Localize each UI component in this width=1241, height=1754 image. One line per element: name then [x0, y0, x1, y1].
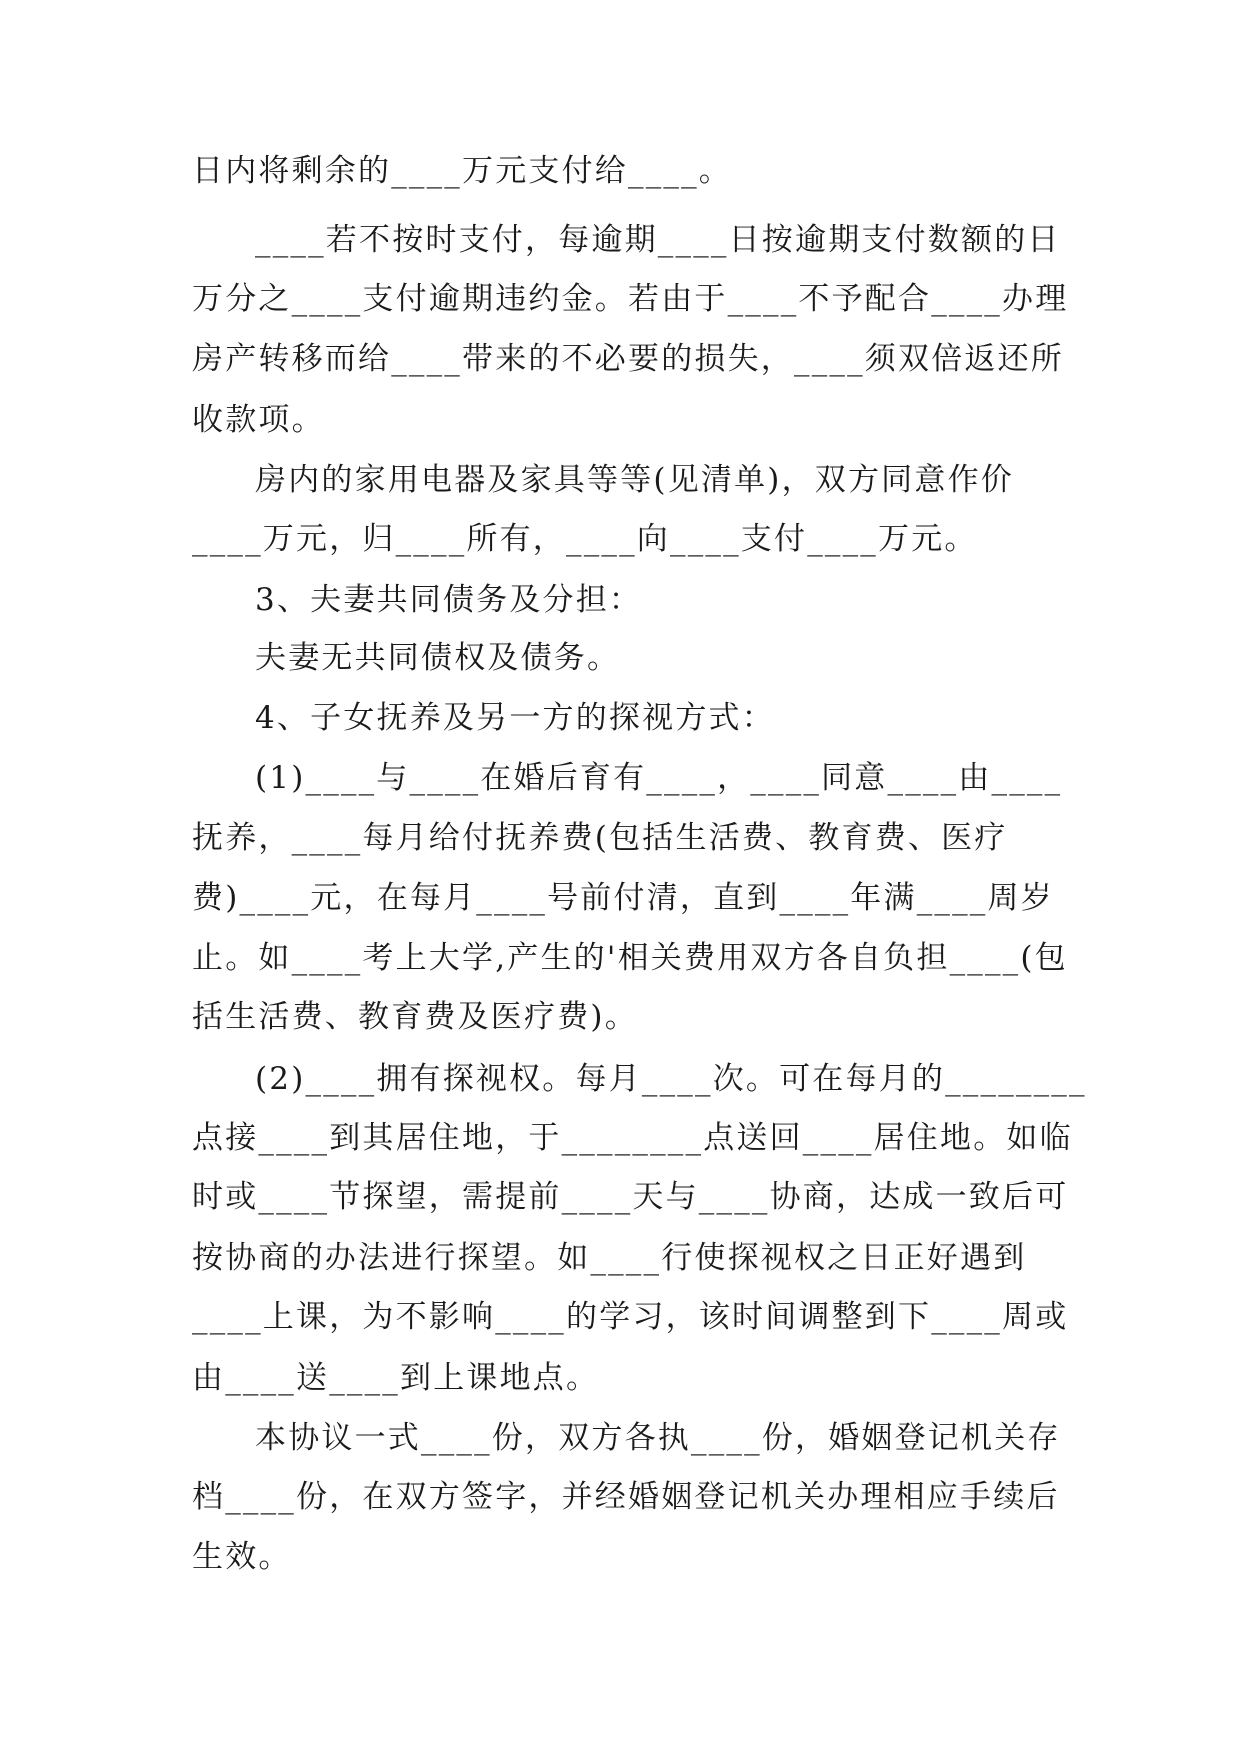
- text-line: 按协商的办法进行探望。如____行使探视权之日正好遇到: [192, 1240, 1027, 1276]
- text-line: 档____份，在双方签字，并经婚姻登记机关办理相应手续后: [192, 1479, 1060, 1515]
- text-line: 夫妻无共同债权及债务。: [255, 640, 621, 676]
- text-line: (1)____与____在婚后育有____，____同意____由____: [255, 760, 1063, 796]
- text-line: 日内将剩余的____万元支付给____。: [192, 153, 732, 189]
- text-line: 止。如____考上大学,产生的'相关费用双方各自负担____(包: [192, 940, 1068, 976]
- text-line: 由____送____到上课地点。: [192, 1360, 600, 1396]
- text-line: 时或____节探望，需提前____天与____协商，达成一致后可: [192, 1179, 1069, 1215]
- text-line: (2)____拥有探视权。每月____次。可在每月的________: [255, 1061, 1087, 1097]
- text-line: ____若不按时支付，每逾期____日按逾期支付数额的日: [255, 222, 1061, 258]
- text-line: 抚养，____每月给付抚养费(包括生活费、教育费、医疗: [192, 820, 1008, 856]
- text-line: 收款项。: [192, 402, 325, 438]
- text-line: ____上课，为不影响____的学习，该时间调整到下____周或: [192, 1299, 1069, 1335]
- text-line: 点接____到其居住地，于________点送回____居住地。如临: [192, 1120, 1073, 1156]
- text-line: 括生活费、教育费及医疗费)。: [192, 999, 638, 1035]
- text-line: 3、夫妻共同债务及分担：: [255, 582, 643, 618]
- text-line: 费)____元，在每月____号前付清，直到____年满____周岁: [192, 880, 1054, 916]
- text-line: 本协议一式____份，双方各执____份，婚姻登记机关存: [255, 1420, 1061, 1456]
- text-line: 房产转移而给____带来的不必要的损失，____须双倍返还所: [192, 341, 1064, 377]
- text-line: 生效。: [192, 1539, 292, 1575]
- text-line: ____万元，归____所有，____向____支付____万元。: [192, 521, 978, 557]
- text-line: 万分之____支付逾期违约金。若由于____不予配合____办理: [192, 281, 1069, 317]
- text-line: 4、子女抚养及另一方的探视方式：: [255, 700, 775, 736]
- text-line: 房内的家用电器及家具等等(见清单)，双方同意作价: [255, 462, 1014, 498]
